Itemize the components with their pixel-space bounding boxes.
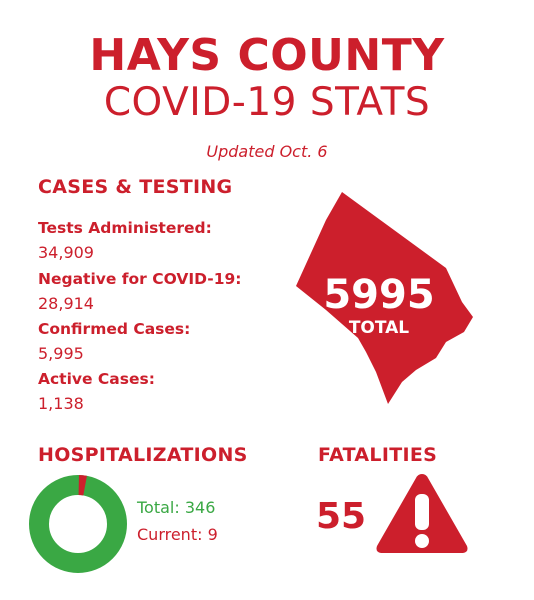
- county-total-caption: TOTAL: [348, 318, 410, 338]
- hospitalizations-current: Current: 9: [137, 525, 218, 544]
- fatalities-count: 55: [316, 496, 367, 537]
- confirmed-cases-value: 5,995: [38, 344, 84, 363]
- hospitalizations-donut: [28, 474, 128, 574]
- county-total-number: 5995: [323, 272, 435, 318]
- warning-icon: [374, 472, 470, 556]
- hospitalizations-heading: HOSPITALIZATIONS: [38, 444, 248, 466]
- donut-total-ring: [39, 485, 117, 563]
- tests-administered-value: 34,909: [38, 243, 94, 262]
- tests-administered-label: Tests Administered:: [38, 219, 212, 237]
- hospitalizations-total: Total: 346: [137, 498, 216, 517]
- negative-value: 28,914: [38, 294, 94, 313]
- updated-date: Updated Oct. 6: [206, 142, 328, 161]
- page-subtitle: COVID-19 STATS: [103, 80, 431, 125]
- active-cases-label: Active Cases:: [38, 370, 155, 388]
- cases-testing-heading: CASES & TESTING: [38, 176, 233, 198]
- negative-label: Negative for COVID-19:: [38, 270, 242, 288]
- donut-current-segment: [79, 485, 85, 486]
- page-title: HAYS COUNTY: [89, 30, 445, 81]
- confirmed-cases-label: Confirmed Cases:: [38, 320, 191, 338]
- fatalities-heading: FATALITIES: [318, 444, 438, 466]
- active-cases-value: 1,138: [38, 394, 84, 413]
